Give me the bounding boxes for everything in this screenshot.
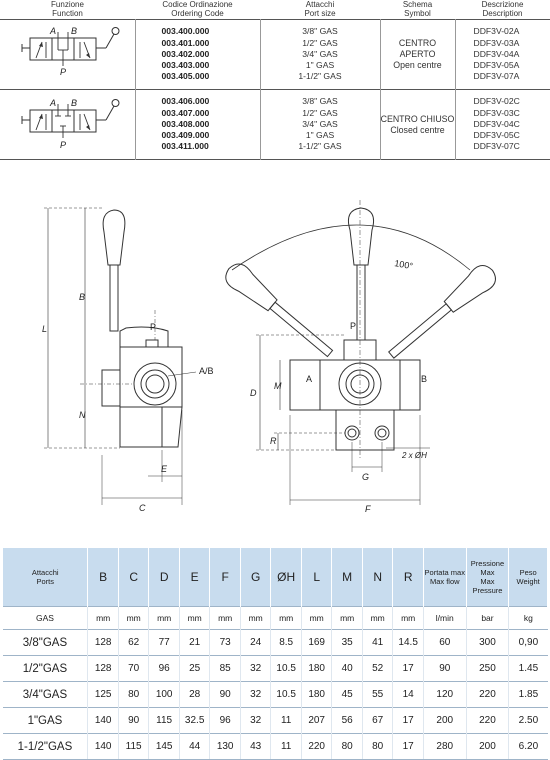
header-col: C [118, 548, 149, 607]
dimension-table-header [3, 548, 548, 607]
table-cell: 70 [118, 656, 149, 682]
ordering-code: 003.406.000 [136, 96, 260, 107]
header-col: N [362, 548, 393, 607]
table-cell: 8.5 [271, 630, 302, 656]
header-description: Descrizione Description [455, 0, 550, 20]
schema-english: Open centre [381, 60, 455, 71]
description: DDF3V-03C [456, 108, 550, 119]
table-cell: 90 [210, 682, 241, 708]
table-cell: 220 [301, 734, 332, 760]
port-size: 1" GAS [261, 130, 380, 141]
table-cell: 32 [240, 708, 271, 734]
table-cell: 35 [332, 630, 363, 656]
valve-symbol-closed-centre [0, 90, 135, 160]
port-label-p: P [60, 140, 66, 150]
port-size: 1-1/2" GAS [261, 71, 380, 82]
table-cell: 10.5 [271, 682, 302, 708]
table-cell: 77 [149, 630, 180, 656]
table-cell: 10.5 [271, 656, 302, 682]
dimension-drawings [0, 160, 550, 540]
table-cell: 220 [466, 682, 509, 708]
table-cell: 67 [362, 708, 393, 734]
port-size: 3/8" GAS [261, 96, 380, 107]
header-col: E [179, 548, 210, 607]
port-size: 3/8" GAS [261, 26, 380, 37]
table-cell: 21 [179, 630, 210, 656]
table-cell: 140 [88, 734, 119, 760]
header-col: L [301, 548, 332, 607]
dim-label-f: F [365, 504, 371, 514]
unit-cell: mm [88, 607, 119, 630]
header-ordering-code: Codice Ordinazione Ordering Code [135, 0, 260, 20]
closed-centre-group [0, 90, 550, 160]
table-cell: 80 [118, 682, 149, 708]
port-label-a: A [49, 26, 56, 36]
table-cell: 80 [362, 734, 393, 760]
header-flow: Portata max Max flow [423, 548, 466, 607]
dim-label-g: G [362, 472, 369, 482]
port-label-b: B [71, 26, 77, 36]
port-size: 3/4" GAS [261, 49, 380, 60]
unit-cell: mm [118, 607, 149, 630]
valve-symbol-open-centre [0, 20, 135, 90]
dim-label-m: M [274, 381, 282, 391]
table-cell: 45 [332, 682, 363, 708]
table-cell: 200 [466, 734, 509, 760]
port-size: 1" GAS [261, 60, 380, 71]
ordering-code: 003.403.000 [136, 60, 260, 71]
header-col: G [240, 548, 271, 607]
port-sizes [260, 20, 380, 90]
table-cell: 80 [332, 734, 363, 760]
table-cell: 24 [240, 630, 271, 656]
header-weight: Peso Weight [509, 548, 548, 607]
table-cell: 14 [393, 682, 424, 708]
hydraulic-symbol-icon [0, 20, 135, 84]
descriptions [455, 20, 550, 90]
dim-label-ab: A/B [199, 366, 214, 376]
dim-label-front-b: B [421, 374, 427, 384]
description: DDF3V-05C [456, 130, 550, 141]
ordering-code: 003.401.000 [136, 38, 260, 49]
table-cell: 2.50 [509, 708, 548, 734]
table-cell: 32.5 [179, 708, 210, 734]
valve-dimension-drawing [0, 160, 550, 540]
ordering-table-header [0, 0, 550, 20]
unit-cell: mm [393, 607, 424, 630]
port-sizes [260, 90, 380, 160]
dim-label-front-p: P [350, 321, 356, 331]
description: DDF3V-07C [456, 141, 550, 152]
description: DDF3V-03A [456, 38, 550, 49]
ordering-code: 003.411.000 [136, 141, 260, 152]
unit-cell: mm [301, 607, 332, 630]
header-col: R [393, 548, 424, 607]
unit-cell: GAS [3, 607, 88, 630]
dim-label-c: C [139, 503, 146, 513]
table-cell: 1.45 [509, 656, 548, 682]
header-function: Funzione Function [0, 0, 135, 20]
table-cell: 125 [88, 682, 119, 708]
table-cell: 96 [149, 656, 180, 682]
table-cell: 130 [210, 734, 241, 760]
table-cell: 115 [149, 708, 180, 734]
dim-label-angle: 100° [394, 258, 414, 271]
schema-english: Closed centre [381, 125, 455, 136]
table-cell: 115 [118, 734, 149, 760]
table-cell: 1.85 [509, 682, 548, 708]
schema-italian: CENTRO APERTO [381, 38, 455, 60]
unit-cell: bar [466, 607, 509, 630]
port-label-b: B [71, 98, 77, 108]
unit-cell: mm [210, 607, 241, 630]
unit-cell: kg [509, 607, 548, 630]
header-col: ØH [271, 548, 302, 607]
table-cell: 56 [332, 708, 363, 734]
table-cell: 207 [301, 708, 332, 734]
table-cell: 85 [210, 656, 241, 682]
port-size: 1-1/2" GAS [261, 141, 380, 152]
table-cell: 17 [393, 734, 424, 760]
schema-label [380, 90, 455, 160]
table-cell: 180 [301, 656, 332, 682]
table-cell: 41 [362, 630, 393, 656]
table-cell: 220 [466, 708, 509, 734]
table-cell: 200 [423, 708, 466, 734]
table-cell: 52 [362, 656, 393, 682]
dim-label-front-a: A [306, 374, 312, 384]
port-size: 3/4" GAS [261, 119, 380, 130]
table-cell: 25 [179, 656, 210, 682]
table-cell: 17 [393, 656, 424, 682]
header-port-size: Attacchi Port size [260, 0, 380, 20]
port-size-cell: 1/2"GAS [3, 656, 88, 682]
header-col: D [149, 548, 180, 607]
table-cell: 180 [301, 682, 332, 708]
table-cell: 32 [240, 656, 271, 682]
description: DDF3V-04C [456, 119, 550, 130]
dimension-table [0, 548, 550, 760]
header-col: F [210, 548, 241, 607]
port-size-cell: 1-1/2"GAS [3, 734, 88, 760]
table-cell: 62 [118, 630, 149, 656]
table-cell: 140 [88, 708, 119, 734]
description: DDF3V-05A [456, 60, 550, 71]
unit-cell: mm [362, 607, 393, 630]
unit-cell: mm [149, 607, 180, 630]
ordering-codes [135, 20, 260, 90]
table-cell: 11 [271, 734, 302, 760]
description: DDF3V-02A [456, 26, 550, 37]
table-cell: 28 [179, 682, 210, 708]
ordering-codes [135, 90, 260, 160]
ordering-code: 003.409.000 [136, 130, 260, 141]
unit-cell: mm [179, 607, 210, 630]
ordering-code: 003.402.000 [136, 49, 260, 60]
ordering-code: 003.407.000 [136, 108, 260, 119]
description: DDF3V-07A [456, 71, 550, 82]
port-size: 1/2" GAS [261, 38, 380, 49]
open-centre-group [0, 20, 550, 90]
table-cell: 0,90 [509, 630, 548, 656]
ordering-code: 003.408.000 [136, 119, 260, 130]
port-label-a: A [49, 98, 56, 108]
header-ports: Attacchi Ports [3, 548, 88, 607]
port-label-p: P [60, 67, 66, 77]
table-cell: 14.5 [393, 630, 424, 656]
description: DDF3V-02C [456, 96, 550, 107]
table-cell: 44 [179, 734, 210, 760]
table-cell: 55 [362, 682, 393, 708]
table-cell: 90 [423, 656, 466, 682]
unit-cell: l/min [423, 607, 466, 630]
table-cell: 169 [301, 630, 332, 656]
port-size-cell: 1"GAS [3, 708, 88, 734]
table-cell: 145 [149, 734, 180, 760]
table-cell: 96 [210, 708, 241, 734]
table-cell: 11 [271, 708, 302, 734]
table-row [3, 656, 548, 682]
dim-label-n: N [79, 410, 86, 420]
table-cell: 128 [88, 630, 119, 656]
header-symbol: Schema Symbol [380, 0, 455, 20]
descriptions [455, 90, 550, 160]
table-row [3, 630, 548, 656]
table-row [3, 708, 548, 734]
table-cell: 120 [423, 682, 466, 708]
dim-label-p: P [150, 322, 156, 332]
port-size-cell: 3/8"GAS [3, 630, 88, 656]
schema-label [380, 20, 455, 90]
table-row [3, 682, 548, 708]
table-cell: 60 [423, 630, 466, 656]
header-col: M [332, 548, 363, 607]
table-cell: 250 [466, 656, 509, 682]
header-pressure: Pressione Max Max Pressure [466, 548, 509, 607]
table-cell: 73 [210, 630, 241, 656]
port-size: 1/2" GAS [261, 108, 380, 119]
dim-label-d: D [250, 388, 257, 398]
ordering-code: 003.400.000 [136, 26, 260, 37]
dim-label-b: B [79, 292, 85, 302]
port-size-cell: 3/4"GAS [3, 682, 88, 708]
table-cell: 280 [423, 734, 466, 760]
table-cell: 43 [240, 734, 271, 760]
ordering-code: 003.405.000 [136, 71, 260, 82]
hydraulic-symbol-icon [0, 90, 135, 154]
table-row [3, 734, 548, 760]
unit-cell: mm [240, 607, 271, 630]
units-row [3, 607, 548, 630]
dim-label-r: R [270, 436, 277, 446]
table-cell: 32 [240, 682, 271, 708]
dim-label-e: E [161, 464, 168, 474]
header-col: B [88, 548, 119, 607]
table-cell: 300 [466, 630, 509, 656]
description: DDF3V-04A [456, 49, 550, 60]
unit-cell: mm [332, 607, 363, 630]
table-cell: 100 [149, 682, 180, 708]
table-cell: 40 [332, 656, 363, 682]
table-cell: 128 [88, 656, 119, 682]
ordering-table [0, 0, 550, 160]
dim-label-h: 2 x ØH [401, 451, 427, 460]
table-cell: 17 [393, 708, 424, 734]
table-cell: 6.20 [509, 734, 548, 760]
dim-label-l: L [42, 324, 47, 334]
table-cell: 90 [118, 708, 149, 734]
schema-italian: CENTRO CHIUSO [381, 114, 455, 125]
unit-cell: mm [271, 607, 302, 630]
